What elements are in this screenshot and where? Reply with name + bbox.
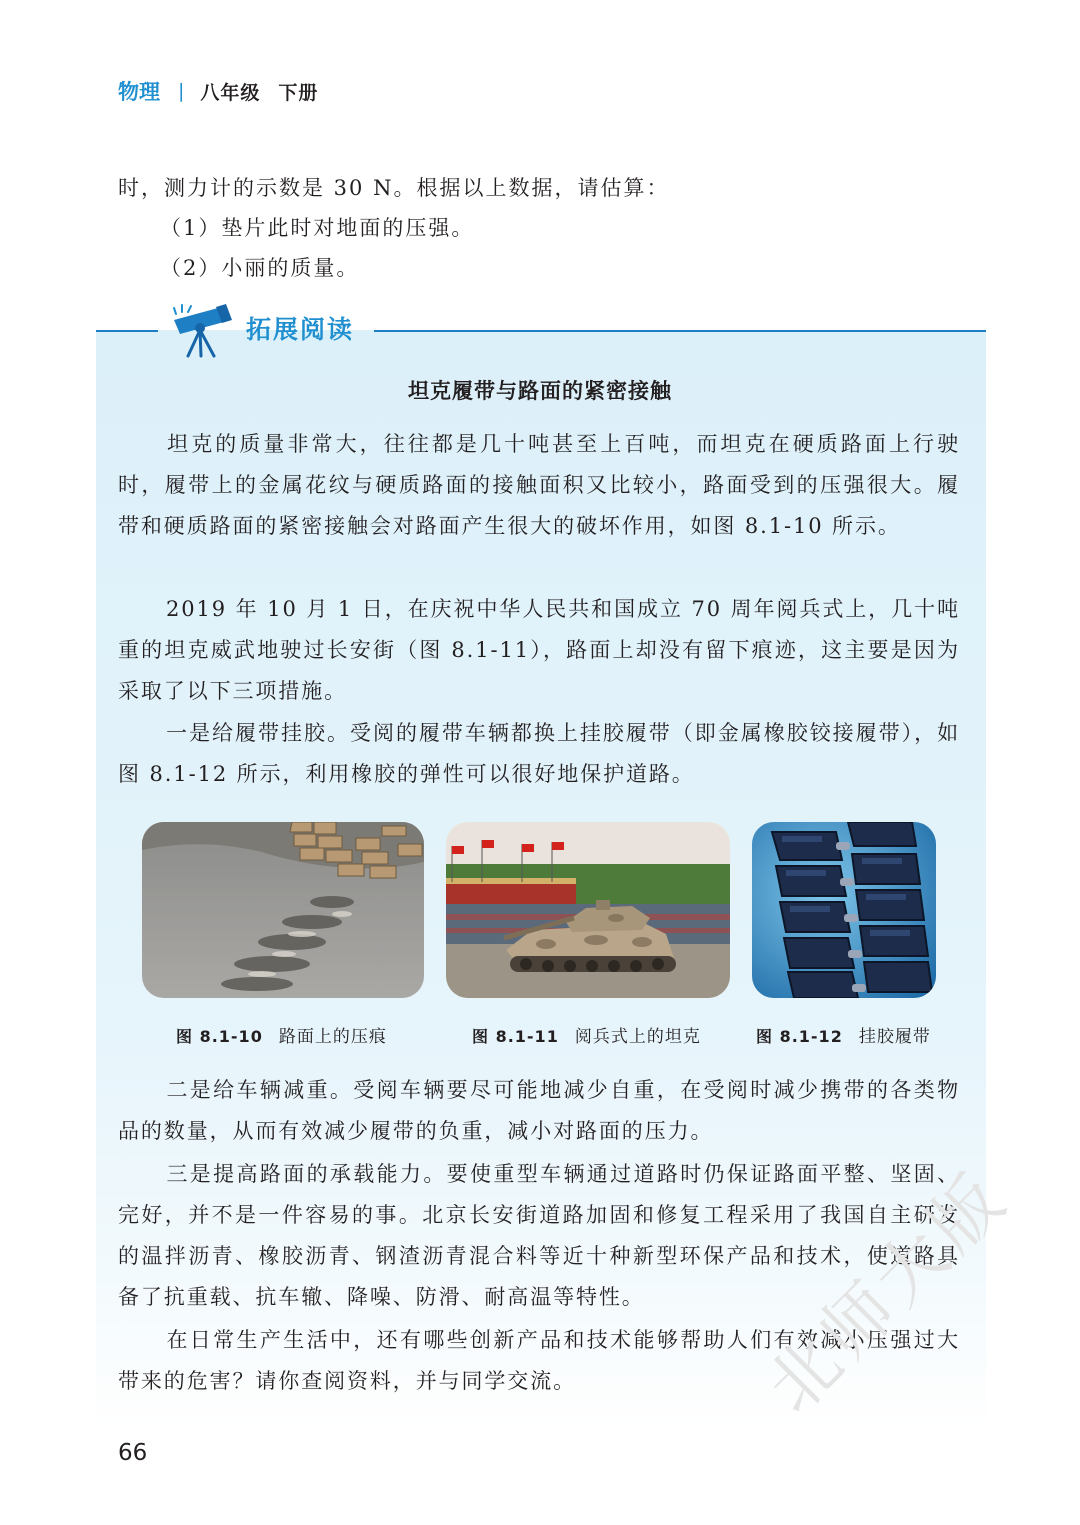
rubber-track-photo <box>752 822 936 998</box>
section-title: 拓展阅读 <box>246 315 355 344</box>
figure-caption: 图 8.1-10 路面上的压痕 <box>176 1027 387 1047</box>
header-volume: 下册 <box>278 81 319 104</box>
article-paragraph: 2019 年 10 月 1 日，在庆祝中华人民共和国成立 70 周年阅兵式上，几十吨重的坦克威武地驶过长安街（图 8.1-11），路面上却没有留下痕迹，这主要是因为采取了以下三项措施。 <box>118 597 960 703</box>
article-paragraph: 一是给履带挂胶。受阅的履带车辆都换上挂胶履带（即金属橡胶铰接履带），如图 8.1-12 所示，利用橡胶的弹性可以很好地保护道路。 <box>118 721 960 786</box>
parade-tank-photo <box>446 822 730 998</box>
heading-rule-right <box>374 330 986 332</box>
header-separator: | <box>178 80 185 102</box>
publisher-watermark: 北师大版 <box>750 1155 1024 1429</box>
article-paragraph: 三是提高路面的承载能力。要使重型车辆通过道路时仍保证路面平整、坚固、完好，并不是一件容易的事。北京长安街道路加固和修复工程采用了我国自主研发的温拌沥青、橡胶沥青、钢渣沥青混合料等近十种新型环保产品和技术，使道路具备了抗重载、抗车辙、降噪、防滑、耐高温等特性。 <box>118 1162 960 1309</box>
exercise-question-2: （2）小丽的质量。 <box>160 256 360 280</box>
article-paragraph: 坦克的质量非常大，往往都是几十吨甚至上百吨，而坦克在硬质路面上行驶时，履带上的金属花纹与硬质路面的接触面积又比较小，路面受到的压强很大。履带和硬质路面的紧密接触会对路面产生很大的破坏作用，如图 8.1-10 所示。 <box>118 432 960 538</box>
road-imprint-photo <box>142 822 424 998</box>
article-paragraph: 在日常生产生活中，还有哪些创新产品和技术能够帮助人们有效减小压强过大带来的危害？请你查阅资料，并与同学交流。 <box>118 1328 960 1393</box>
page-number: 66 <box>118 1440 148 1466</box>
header-subject: 物理 <box>118 80 160 104</box>
section-heading <box>96 300 986 360</box>
running-header <box>118 74 318 108</box>
figure-caption: 图 8.1-11 阅兵式上的坦克 <box>472 1027 701 1047</box>
article-title: 坦克履带与路面的紧密接触 <box>408 379 672 403</box>
heading-rule-left <box>96 330 158 332</box>
figure-caption: 图 8.1-12 挂胶履带 <box>756 1027 931 1047</box>
exercise-question-1: （1）垫片此时对地面的压强。 <box>160 216 475 240</box>
article-paragraph: 二是给车辆减重。受阅车辆要尽可能地减少自重，在受阅时减少携带的各类物品的数量，从而有效减少履带的负重，减小对路面的压力。 <box>118 1078 960 1143</box>
header-grade: 八年级 下册 <box>200 81 319 104</box>
exercise-line: 时，测力计的示数是 30 N。根据以上数据，请估算： <box>118 176 670 200</box>
telescope-icon <box>168 302 234 358</box>
